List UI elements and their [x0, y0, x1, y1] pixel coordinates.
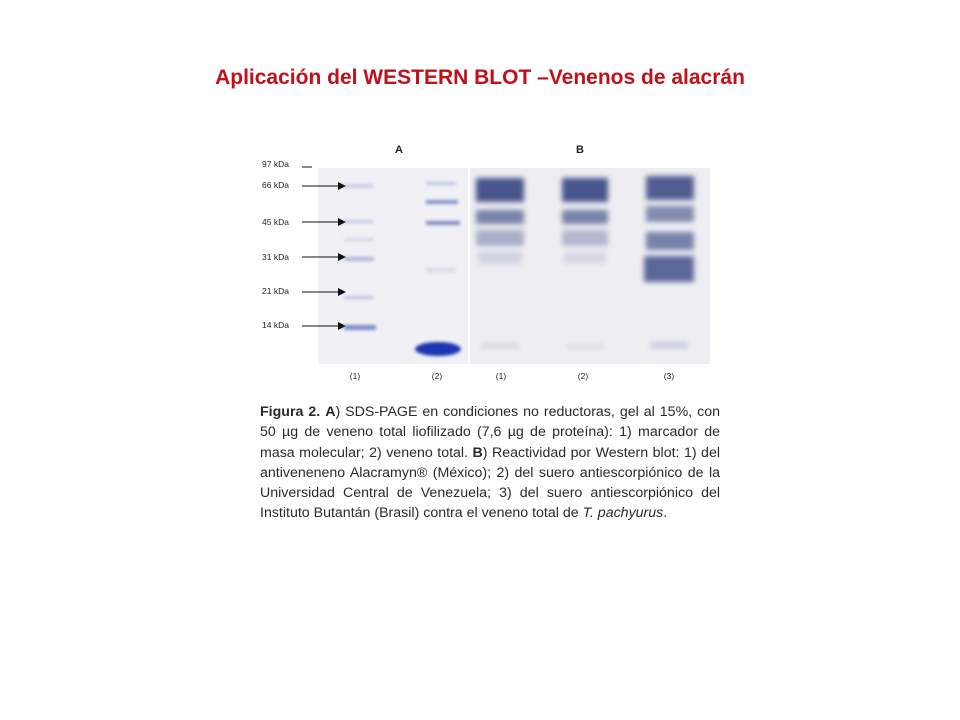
caption-species: T. pachyurus: [582, 505, 664, 522]
panel-a-label: A: [395, 144, 403, 156]
caption-a-text: ) SDS-PAGE en condiciones no reductoras, gel al 15%, con 50 µg de veneno total liofilizado (7,6 µg de proteína): 1) marcador de masa molecular; 2) veneno total.: [260, 404, 720, 461]
lane-label-b1: (1): [495, 371, 507, 381]
marker-label-14: 14 kDa: [262, 320, 289, 330]
lane-label-b3: (3): [663, 371, 675, 381]
panel-b-label: B: [576, 144, 584, 156]
marker-label-21: 21 kDa: [262, 286, 289, 296]
marker-label-97: 97 kDa: [262, 159, 289, 169]
lane-a2-heavy-band: [415, 342, 461, 356]
slide-title: Aplicación del WESTERN BLOT –Venenos de alacrán: [215, 66, 745, 89]
lane-label-a1: (1): [349, 371, 361, 381]
caption-b-label: B: [472, 444, 483, 461]
caption-end: .: [663, 505, 668, 522]
figure-caption: [260, 402, 720, 524]
caption-a-label: A: [325, 404, 336, 420]
marker-label-31: 31 kDa: [262, 252, 289, 262]
marker-label-45: 45 kDa: [262, 217, 289, 227]
western-blot-figure: [258, 140, 722, 385]
marker-label-66: 66 kDa: [262, 180, 289, 190]
caption-figure-label: Figura 2.: [260, 404, 321, 420]
lane-label-b2: (2): [577, 371, 589, 381]
caption-b-text: ) Reactividad por Western blot: 1) del antiveneneno Alacramyn® (México); 2) del suero antiescorpiónico de la Universidad Central de Venezuela; 3) del suero antiescorpiónico del Instituto Butantán (Brasil) contra el veneno total de: [260, 444, 720, 522]
gel-image: [258, 140, 722, 385]
lane-label-a2: (2): [431, 371, 443, 381]
gel-a-background: [318, 168, 468, 364]
